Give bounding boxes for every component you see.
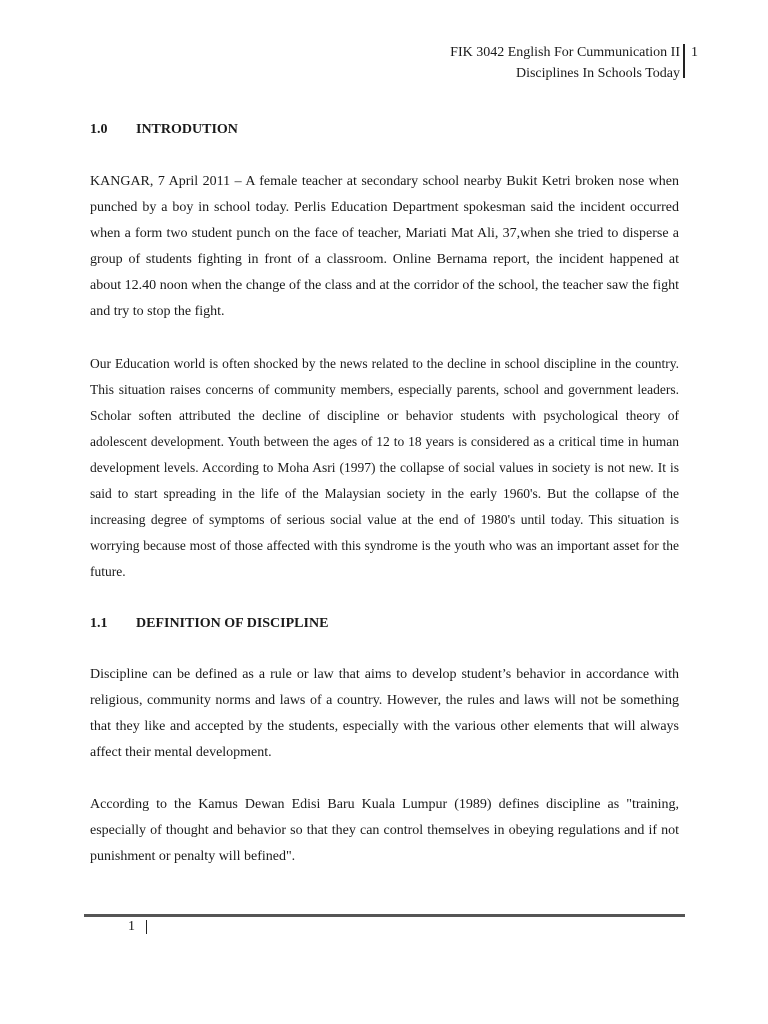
paragraph-kamus-dewan: According to the Kamus Dewan Edisi Baru Kuala Lumpur (1989) defines discipline as "training, especially of thought and behavior so that they can control themselves in obeying regulations and if not punishment or penalty will befined". (90, 797, 679, 864)
header-page-number: 1 (691, 45, 698, 60)
section-title: INTRODUTION (136, 122, 238, 137)
footer-page-number: 1 (128, 919, 135, 934)
header-course-title: FIK 3042 English For Cummunication II (450, 45, 680, 60)
section-heading-definition (90, 615, 328, 633)
section-heading-introduction (90, 121, 238, 139)
footer-page-bar (146, 920, 147, 934)
footer-divider (84, 914, 685, 917)
section-number: 1.1 (90, 616, 108, 631)
paragraph-definition: Discipline can be defined as a rule or law that aims to develop student’s behavior in accordance with religious, community norms and laws of a country. However, the rules and laws will not be something that they like and accepted by the students, especially with the various other elements that will always affect their mental development. (90, 667, 679, 760)
header-document-title: Disciplines In Schools Today (515, 66, 680, 81)
section-title: DEFINITION OF DISCIPLINE (136, 616, 329, 631)
paragraph-news-report: KANGAR, 7 April 2011 – A female teacher at secondary school nearby Bukit Ketri broken nose when punched by a boy in school today. Perlis Education Department spokesman said the incident occurred when a form two student punch on the face of teacher, Mariati Mat Ali, 37,when she tried to disperse a group of students fighting in front of a classroom. Online Bernama report, the incident happened at about 12.40 noon when the change of the class and at the corridor of the school, the teacher saw the fight and try to stop the fight. (90, 174, 679, 319)
section-number: 1.0 (90, 122, 108, 137)
paragraph-discipline-decline: Our Education world is often shocked by the news related to the decline in school discipline in the country. This situation raises concerns of community members, especially parents, school and government leaders. Scholar soften attributed the decline of discipline or behavior students with psychological theory of adolescent development. Youth between the ages of 12 to 18 years is considered as a critical time in human development levels. According to Moha Asri (1997) the collapse of social values in society is not new. It is said to start spreading in the life of the Malaysian society in the early 1960's. But the collapse of the increasing degree of symptoms of serious social value at the end of 1980's until today. This situation is worrying because most of those affected with this syndrome is the youth who was an important asset for the future. (90, 356, 679, 579)
running-header (450, 42, 680, 84)
header-divider (683, 44, 685, 78)
